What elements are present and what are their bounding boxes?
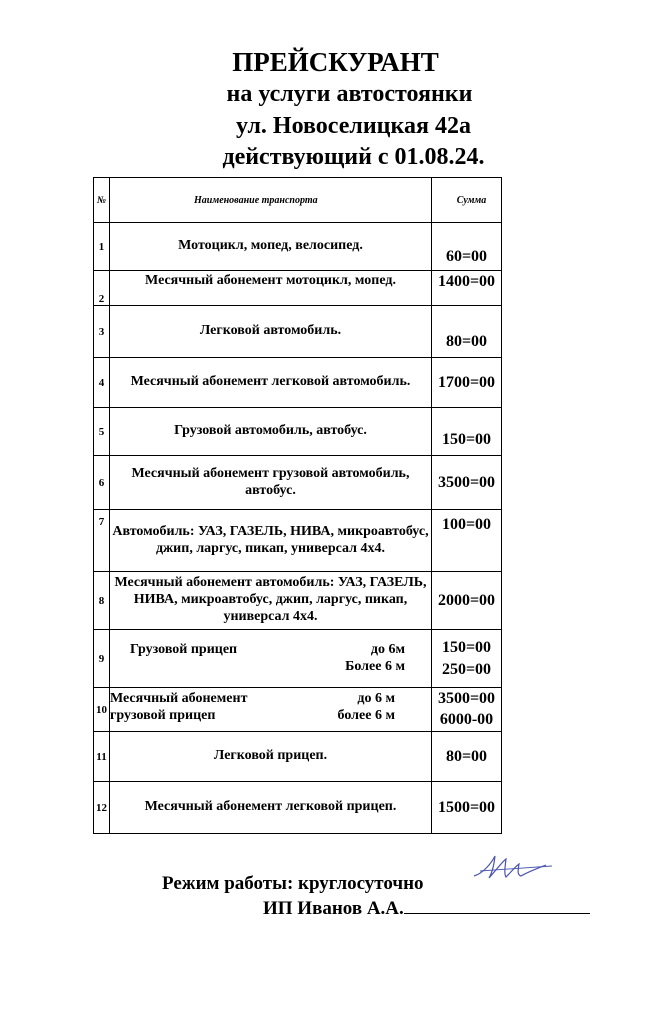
row-price: 1500=00 (432, 782, 502, 834)
table-row (94, 358, 502, 408)
header-num: № (94, 178, 110, 223)
row-num: 12 (94, 782, 110, 834)
row-subline (110, 659, 431, 676)
row-price: 3500=00 (432, 456, 502, 510)
document-title: ПРЕЙСКУРАНТ (232, 47, 439, 77)
header-sum: Сумма (432, 178, 502, 223)
table-row (94, 306, 502, 358)
row-name-2: грузовой прицеп (110, 707, 216, 723)
row-name: Автомобиль: УАЗ, ГАЗЕЛЬ, НИВА, микроавтобус, джип, ларгус, пикап, универсал 4х4. (110, 510, 432, 572)
table-row (94, 688, 502, 732)
owner-name: ИП Иванов А.А. (263, 898, 404, 919)
row-name: Грузовой автомобиль, автобус. (110, 408, 432, 456)
row-price: 1700=00 (432, 358, 502, 408)
row-price-cell (432, 630, 502, 688)
row-price-1: 150=00 (441, 638, 492, 656)
row-num: 10 (94, 688, 110, 732)
address: ул. Новоселицкая 42а (236, 113, 471, 139)
price-table (93, 177, 502, 834)
row-num: 5 (94, 408, 110, 456)
row-price: 150=00 (432, 408, 502, 456)
row-num: 8 (94, 572, 110, 630)
row-subline (110, 708, 431, 725)
table-row (94, 782, 502, 834)
table-header-row (94, 178, 502, 223)
header-name: Наименование транспорта (110, 178, 432, 223)
row-size-1: до 6 м (357, 691, 395, 706)
table-row (94, 630, 502, 688)
row-price-2: 250=00 (441, 660, 492, 678)
row-num: 2 (94, 271, 110, 306)
row-size-2: Более 6 м (345, 658, 405, 674)
row-name: Месячный абонемент мотоцикл, мопед. (110, 271, 432, 306)
row-name: Мотоцикл, мопед, велосипед. (110, 223, 432, 271)
row-name: Легковой прицеп. (110, 732, 432, 782)
row-name-1: Месячный абонемент (110, 691, 248, 706)
row-price-1: 3500=00 (437, 689, 496, 707)
row-price-2: 6000-00 (439, 710, 494, 728)
row-price: 80=00 (432, 306, 502, 358)
row-price: 100=00 (432, 510, 502, 572)
row-price: 1400=00 (432, 271, 502, 306)
row-name: Месячный абонемент легковой прицеп. (110, 782, 432, 834)
working-hours: Режим работы: круглосуточно (162, 873, 424, 894)
row-price: 80=00 (432, 732, 502, 782)
row-name-cell (110, 688, 432, 732)
table-row (94, 271, 502, 306)
row-num: 1 (94, 223, 110, 271)
row-num: 11 (94, 732, 110, 782)
signature-image (470, 852, 556, 884)
row-num: 9 (94, 630, 110, 688)
row-size-1: до 6м (370, 641, 405, 657)
row-name: Месячный абонемент легковой автомобиль. (110, 358, 432, 408)
row-name: Месячный абонемент автомобиль: УАЗ, ГАЗЕЛЬ, НИВА, микроавтобус, джип, ларгус, пикап, универсал 4х4. (110, 572, 432, 630)
signature-line (404, 898, 590, 914)
table-row (94, 456, 502, 510)
row-num: 3 (94, 306, 110, 358)
document-subtitle: на услуги автостоянки (226, 81, 473, 107)
row-subline (110, 642, 431, 659)
table-row (94, 732, 502, 782)
row-name: Легковой автомобиль. (110, 306, 432, 358)
row-price: 2000=00 (432, 572, 502, 630)
row-size-2: более 6 м (337, 707, 395, 723)
row-name: Месячный абонемент грузовой автомобиль, автобус. (110, 456, 432, 510)
row-price: 60=00 (432, 223, 502, 271)
row-name-cell (110, 630, 432, 688)
table-row (94, 572, 502, 630)
row-num: 6 (94, 456, 110, 510)
table-row (94, 510, 502, 572)
row-num: 7 (94, 510, 110, 572)
row-num: 4 (94, 358, 110, 408)
table-row (94, 223, 502, 271)
effective-date: действующий с 01.08.24. (222, 144, 485, 170)
table-row (94, 408, 502, 456)
row-subline (110, 691, 431, 708)
owner-line (263, 898, 590, 920)
row-price-cell (432, 688, 502, 732)
row-name: Грузовой прицеп (130, 641, 238, 657)
